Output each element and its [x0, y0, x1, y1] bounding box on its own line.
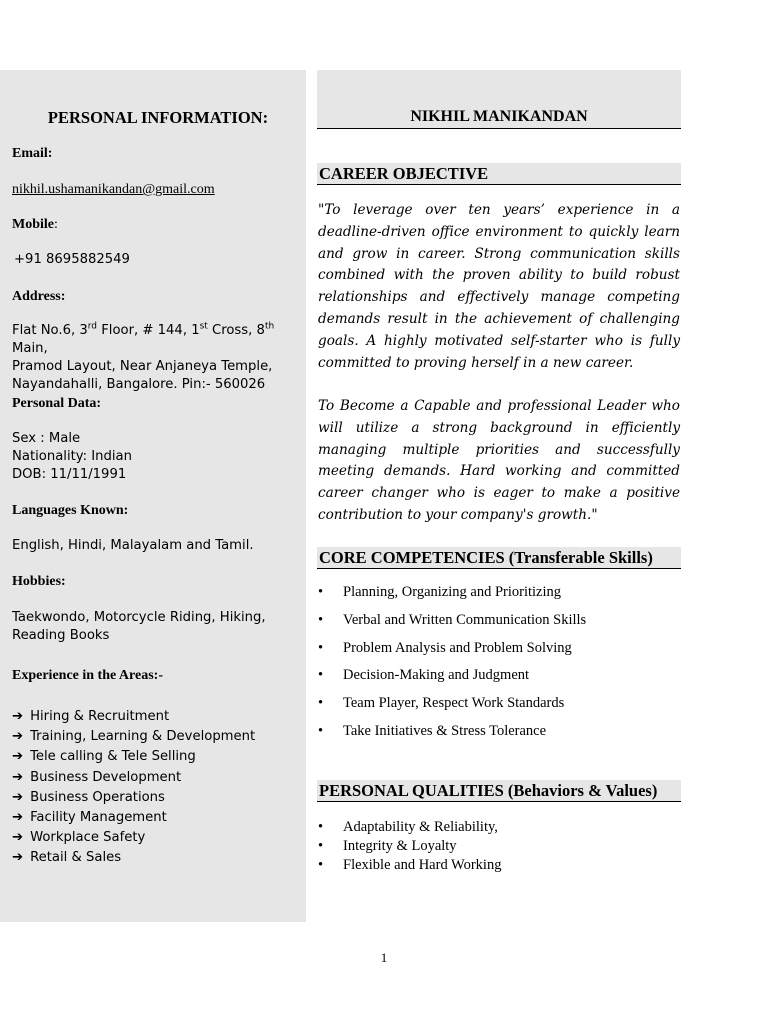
- bullet-icon: •: [318, 612, 324, 628]
- objective-paragraph-1: "To leverage over ten years’ experience in a deadline-driven office environment to quickly learn and grow in career. Strong communication skills combined with the proven ability to build robust relationships and effectively manage competing demands result in the achievement of challenging goals. A highly motivated self-starter who is fully committed to proving herself in a new career.: [318, 202, 680, 371]
- bullet-icon: •: [318, 584, 324, 600]
- mobile-label: Mobile: [12, 217, 54, 232]
- bullet-icon: •: [318, 857, 324, 873]
- personal-data-label: Personal Data:: [12, 396, 102, 411]
- candidate-name: NIKHIL MANIKANDAN: [410, 108, 588, 125]
- competency-item: • Problem Analysis and Problem Solving: [318, 640, 572, 656]
- mobile-colon: :: [54, 217, 58, 232]
- dob-value: DOB: 11/11/1991: [12, 467, 127, 482]
- hobbies-line-1: Taekwondo, Motorcycle Riding, Hiking,: [12, 610, 266, 625]
- mobile-label-group: [12, 217, 58, 233]
- address-label: Address:: [12, 289, 66, 304]
- quality-item: • Flexible and Hard Working: [318, 857, 502, 873]
- sex-value: Sex : Male: [12, 431, 81, 446]
- core-competencies-heading: CORE COMPETENCIES (Transferable Skills): [317, 547, 681, 569]
- arrow-icon: ➔: [12, 729, 24, 745]
- experience-item: ➔ Hiring & Recruitment: [12, 709, 170, 724]
- competency-item: • Take Initiatives & Stress Tolerance: [318, 723, 547, 739]
- arrow-icon: ➔: [12, 830, 24, 846]
- mobile-number: +91 8695882549: [14, 252, 130, 267]
- experience-label: Experience in the Areas:-: [12, 668, 163, 683]
- experience-list: [12, 707, 255, 869]
- bullet-icon: •: [318, 723, 324, 739]
- career-objective-heading: CAREER OBJECTIVE: [317, 163, 681, 185]
- experience-item: ➔ Business Operations: [12, 789, 165, 805]
- name-divider: [317, 128, 681, 129]
- languages-label: Languages Known:: [12, 503, 129, 518]
- competency-item: • Planning, Organizing and Prioritizing: [318, 584, 562, 600]
- personal-data-block: [12, 430, 132, 484]
- arrow-icon: ➔: [12, 769, 24, 785]
- competency-item: • Team Player, Respect Work Standards: [318, 695, 565, 711]
- objective-paragraph-2: To Become a Capable and professional Leader who will utilize a strong background in efficiently managing multiple priorities and successfully meeting demands. Hard working and committed career changer who is eager to make a positive contribution to your company's growth.": [318, 398, 680, 523]
- experience-item: ➔ Tele calling & Tele Selling: [12, 749, 196, 765]
- arrow-icon: ➔: [12, 850, 24, 866]
- hobbies-line-2: Reading Books: [12, 628, 110, 643]
- quality-item: • Adaptability & Reliability,: [318, 819, 498, 835]
- email-label: Email:: [12, 146, 53, 161]
- bullet-icon: •: [318, 819, 324, 835]
- bullet-icon: •: [318, 640, 324, 656]
- competency-item: • Verbal and Written Communication Skills: [318, 612, 587, 628]
- personal-info-heading: PERSONAL INFORMATION:: [47, 108, 269, 127]
- arrow-icon: ➔: [12, 789, 24, 805]
- nationality-value: Nationality: Indian: [12, 449, 132, 464]
- languages-value: English, Hindi, Malayalam and Tamil.: [12, 538, 254, 553]
- experience-item: ➔ Business Development: [12, 769, 182, 785]
- experience-item: ➔ Facility Management: [12, 810, 167, 826]
- arrow-icon: ➔: [12, 810, 24, 826]
- hobbies-block: [12, 609, 266, 645]
- bullet-icon: •: [318, 695, 324, 711]
- bullet-icon: •: [318, 667, 324, 683]
- experience-item: ➔ Retail & Sales: [12, 850, 122, 866]
- personal-qualities-heading: PERSONAL QUALITIES (Behaviors & Values): [317, 780, 681, 802]
- address-line-1: Flat No.6, 3rd Floor, # 144, 1st Cross, 8th Main,: [12, 321, 275, 356]
- hobbies-label: Hobbies:: [12, 574, 66, 589]
- bullet-icon: •: [318, 838, 324, 854]
- experience-item: ➔ Workplace Safety: [12, 830, 146, 846]
- arrow-icon: ➔: [12, 709, 24, 724]
- competency-item: • Decision-Making and Judgment: [318, 667, 530, 683]
- address-block: [12, 322, 306, 394]
- address-line-2: Pramod Layout, Near Anjaneya Temple,: [12, 359, 273, 374]
- address-line-3: Nayandahalli, Bangalore. Pin:- 560026: [12, 377, 266, 392]
- experience-item: ➔ Training, Learning & Development: [12, 729, 256, 745]
- arrow-icon: ➔: [12, 749, 24, 765]
- page-number: 1: [380, 950, 388, 965]
- email-link[interactable]: nikhil.ushamanikandan@gmail.com: [12, 182, 215, 197]
- quality-item: • Integrity & Loyalty: [318, 838, 457, 854]
